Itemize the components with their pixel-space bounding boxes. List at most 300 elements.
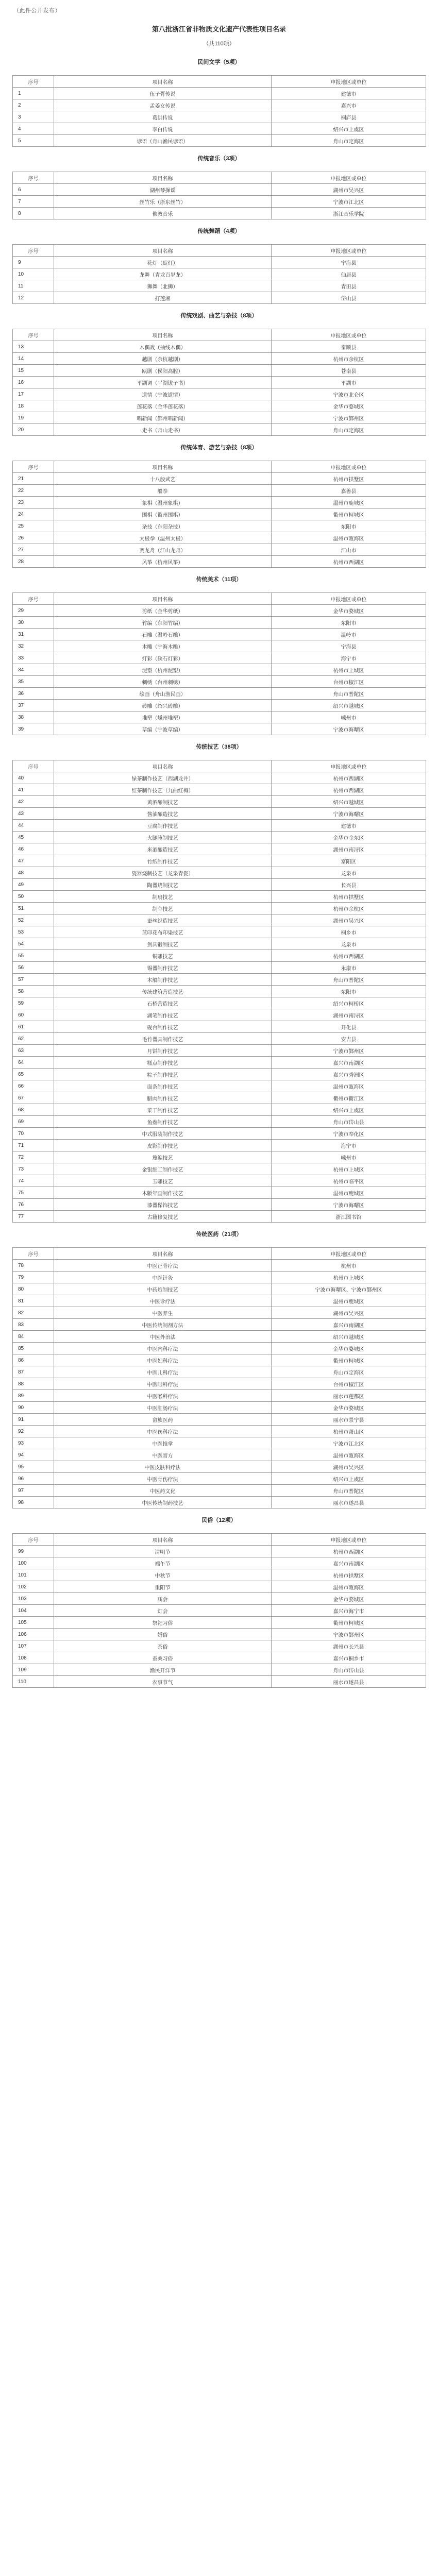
section [12, 312, 426, 436]
row-number: 86 [13, 1354, 54, 1366]
row-number: 22 [13, 485, 54, 497]
row-number: 44 [13, 820, 54, 832]
row-number: 30 [13, 617, 54, 629]
project-table [12, 329, 426, 436]
project-name: 泥塑（杭州泥塑） [54, 664, 272, 676]
declaring-area: 湖州市南浔区 [272, 1009, 426, 1021]
project-name: 中医针灸 [54, 1272, 272, 1283]
project-name: 婚俗 [54, 1629, 272, 1640]
row-number: 83 [13, 1319, 54, 1331]
table-header-row [13, 1534, 426, 1546]
project-table [12, 75, 426, 147]
declaring-area: 永康市 [272, 962, 426, 974]
project-name: 中医膏方 [54, 1449, 272, 1461]
project-name: 平湖调（平湖钹子书） [54, 377, 272, 388]
project-name: 蚕丝织造技艺 [54, 914, 272, 926]
table-header-row [13, 172, 426, 184]
project-name: 农事节气 [54, 1676, 272, 1688]
project-name: 豆腐制作技艺 [54, 820, 272, 832]
table-row [13, 1378, 426, 1390]
project-name: 漆器髹饰技艺 [54, 1199, 272, 1211]
header-area: 申报地区或单位 [272, 760, 426, 772]
section-title: 传统医药（21项） [196, 1231, 242, 1238]
declaring-area: 湖州市长兴县 [272, 1640, 426, 1652]
project-name: 鱼鲞制作技艺 [54, 1116, 272, 1128]
project-name: 畲族医药 [54, 1414, 272, 1426]
section [12, 59, 426, 147]
declaring-area: 湖州市吴兴区 [272, 184, 426, 196]
project-name: 堆塑（嵊州堆塑） [54, 711, 272, 723]
row-number: 25 [13, 520, 54, 532]
project-name: 中医内科疗法 [54, 1343, 272, 1354]
declaring-area: 宁波市海曙区 [272, 808, 426, 820]
section [12, 576, 426, 735]
row-number: 34 [13, 664, 54, 676]
row-number: 8 [13, 208, 54, 219]
declaring-area: 海宁市 [272, 1140, 426, 1151]
table-row [13, 832, 426, 843]
project-name: 茶俗 [54, 1640, 272, 1652]
table-row [13, 1128, 426, 1140]
table-row [13, 520, 426, 532]
row-number: 4 [13, 123, 54, 135]
row-number: 6 [13, 184, 54, 196]
table-row [13, 377, 426, 388]
table-row [13, 1569, 426, 1581]
declaring-area: 温州市鹿城区 [272, 1187, 426, 1199]
declaring-area: 宁波市鄞州区 [272, 1629, 426, 1640]
row-number: 47 [13, 855, 54, 867]
row-number: 78 [13, 1260, 54, 1272]
table-row [13, 532, 426, 544]
declaring-area: 台州市椒江区 [272, 676, 426, 688]
table-row [13, 1080, 426, 1092]
header-number: 序号 [13, 593, 54, 605]
declaring-area: 杭州市西湖区 [272, 784, 426, 796]
table-row [13, 629, 426, 640]
declaring-area: 仙居县 [272, 268, 426, 280]
table-row [13, 1140, 426, 1151]
table-row [13, 1426, 426, 1437]
header-area: 申报地区或单位 [272, 593, 426, 605]
project-name: 砚台制作技艺 [54, 1021, 272, 1033]
declaring-area: 嘉善县 [272, 485, 426, 497]
declaring-area: 杭州市上城区 [272, 1163, 426, 1175]
row-number: 24 [13, 509, 54, 520]
project-name: 玉雕技艺 [54, 1175, 272, 1187]
table-row [13, 509, 426, 520]
row-number: 19 [13, 412, 54, 424]
declaring-area: 湖州市南浔区 [272, 843, 426, 855]
header-number: 序号 [13, 1248, 54, 1260]
table-row [13, 796, 426, 808]
project-name: 绿茶制作技艺（西湖龙井） [54, 772, 272, 784]
table-row [13, 1104, 426, 1116]
row-number: 14 [13, 353, 54, 365]
row-number: 18 [13, 400, 54, 412]
row-number: 73 [13, 1163, 54, 1175]
row-number: 89 [13, 1390, 54, 1402]
declaring-area: 龙泉市 [272, 938, 426, 950]
project-name: 佛教音乐 [54, 208, 272, 219]
row-number: 97 [13, 1485, 54, 1497]
declaring-area: 东阳市 [272, 986, 426, 997]
row-number: 11 [13, 280, 54, 292]
declaring-area: 杭州市拱墅区 [272, 473, 426, 485]
declaring-area: 杭州市临平区 [272, 1175, 426, 1187]
row-number: 60 [13, 1009, 54, 1021]
project-name: 菜干制作技艺 [54, 1104, 272, 1116]
declaring-area: 浙江图书馆 [272, 1211, 426, 1223]
row-number: 74 [13, 1175, 54, 1187]
project-name: 瓷器烧制技艺（龙泉青瓷） [54, 867, 272, 879]
declaring-area: 温州市瓯海区 [272, 1449, 426, 1461]
row-number: 16 [13, 377, 54, 388]
section [12, 1231, 426, 1509]
table-row [13, 974, 426, 986]
document-subtitle: （共110项） [203, 41, 235, 47]
table-row [13, 1676, 426, 1688]
project-name: 中秋节 [54, 1569, 272, 1581]
row-number: 51 [13, 903, 54, 914]
row-number: 79 [13, 1272, 54, 1283]
declaring-area: 嘉兴市 [272, 99, 426, 111]
project-name: 中医眼科疗法 [54, 1378, 272, 1390]
declaring-area: 宁波市奉化区 [272, 1128, 426, 1140]
declaring-area: 舟山市普陀区 [272, 974, 426, 986]
project-name: 制扇技艺 [54, 891, 272, 903]
declaring-area: 杭州市萧山区 [272, 1426, 426, 1437]
declaring-area: 温州市瓯海区 [272, 532, 426, 544]
project-name: 灯会 [54, 1605, 272, 1617]
header-number: 序号 [13, 760, 54, 772]
project-table [12, 1247, 426, 1509]
project-name: 中医药文化 [54, 1485, 272, 1497]
project-name: 中医传统制药技艺 [54, 1497, 272, 1509]
table-row [13, 808, 426, 820]
declaring-area: 龙泉市 [272, 867, 426, 879]
table-row [13, 820, 426, 832]
declaring-area: 宁波市鄞州区 [272, 412, 426, 424]
project-name: 伍子胥传说 [54, 88, 272, 99]
row-number: 37 [13, 700, 54, 711]
row-number: 76 [13, 1199, 54, 1211]
table-row [13, 353, 426, 365]
table-row [13, 1116, 426, 1128]
project-name: 渔民开洋节 [54, 1664, 272, 1676]
project-name: 十八般武艺 [54, 473, 272, 485]
row-number: 81 [13, 1295, 54, 1307]
table-row [13, 1390, 426, 1402]
declaring-area: 丽水市莲都区 [272, 1390, 426, 1402]
declaring-area: 金华市金东区 [272, 832, 426, 843]
declaring-area: 杭州市余杭区 [272, 903, 426, 914]
declaring-area: 宁波市海曙区 [272, 723, 426, 735]
project-name: 唱新闻（鄞州唱新闻） [54, 412, 272, 424]
table-row [13, 412, 426, 424]
project-name: 石雕（温岭石雕） [54, 629, 272, 640]
section [12, 444, 426, 568]
declaring-area: 嘉兴市桐乡市 [272, 1652, 426, 1664]
table-row [13, 640, 426, 652]
declaring-area: 嵊州市 [272, 711, 426, 723]
table-row [13, 1497, 426, 1509]
project-name: 蚕桑习俗 [54, 1652, 272, 1664]
table-row [13, 497, 426, 509]
header-project-name: 项目名称 [54, 172, 272, 184]
table-header-row [13, 329, 426, 341]
table-header-row [13, 593, 426, 605]
project-name: 石桥营造技艺 [54, 997, 272, 1009]
declaring-area: 富阳区 [272, 855, 426, 867]
row-number: 102 [13, 1581, 54, 1593]
table-row [13, 1272, 426, 1283]
declaring-area: 嘉兴市秀洲区 [272, 1069, 426, 1080]
row-number: 31 [13, 629, 54, 640]
declaring-area: 金华市婺城区 [272, 605, 426, 617]
table-row [13, 1593, 426, 1605]
declaring-area: 温州市鹿城区 [272, 1295, 426, 1307]
declaring-area: 温州市瓯海区 [272, 1080, 426, 1092]
project-name: 象棋（温州象棋） [54, 497, 272, 509]
declaring-area: 绍兴市越城区 [272, 796, 426, 808]
row-number: 67 [13, 1092, 54, 1104]
row-number: 84 [13, 1331, 54, 1343]
project-table [12, 1533, 426, 1688]
row-number: 101 [13, 1569, 54, 1581]
section [12, 155, 426, 219]
declaring-area: 舟山市定海区 [272, 1366, 426, 1378]
table-row [13, 1211, 426, 1223]
row-number: 107 [13, 1640, 54, 1652]
table-row [13, 1033, 426, 1045]
project-name: 皮影制作技艺 [54, 1140, 272, 1151]
declaring-area: 杭州市上城区 [272, 1272, 426, 1283]
row-number: 53 [13, 926, 54, 938]
declaring-area: 浙江音乐学院 [272, 208, 426, 219]
table-row [13, 772, 426, 784]
row-number: 20 [13, 424, 54, 436]
row-number: 66 [13, 1080, 54, 1092]
table-row [13, 268, 426, 280]
project-name: 谚语（舟山渔民谚语） [54, 135, 272, 147]
row-number: 110 [13, 1676, 54, 1688]
table-row [13, 99, 426, 111]
sections-container [0, 59, 438, 1688]
table-row [13, 1163, 426, 1175]
table-row [13, 605, 426, 617]
project-name: 莲花落（金华莲花落） [54, 400, 272, 412]
declaring-area: 金华市婺城区 [272, 400, 426, 412]
row-number: 27 [13, 544, 54, 556]
project-name: 草编（宁波草编） [54, 723, 272, 735]
row-number: 2 [13, 99, 54, 111]
table-row [13, 926, 426, 938]
row-number: 92 [13, 1426, 54, 1437]
row-number: 46 [13, 843, 54, 855]
declaring-area: 宁波市海曙区、宁波市鄞州区 [272, 1283, 426, 1295]
table-header-row [13, 1248, 426, 1260]
declaring-area: 青田县 [272, 280, 426, 292]
row-number: 26 [13, 532, 54, 544]
table-row [13, 196, 426, 208]
declaring-area: 舟山市岱山县 [272, 1116, 426, 1128]
declaring-area: 衢州市衢江区 [272, 1092, 426, 1104]
table-row [13, 879, 426, 891]
project-name: 中医养生 [54, 1307, 272, 1319]
table-row [13, 1260, 426, 1272]
row-number: 41 [13, 784, 54, 796]
declaring-area: 宁波市鄞州区 [272, 1045, 426, 1057]
declaring-area: 金华市婺城区 [272, 1343, 426, 1354]
project-name: 传统建筑营造技艺 [54, 986, 272, 997]
row-number: 100 [13, 1557, 54, 1569]
row-number: 98 [13, 1497, 54, 1509]
declaring-area: 长兴县 [272, 879, 426, 891]
row-number: 13 [13, 341, 54, 353]
row-number: 35 [13, 676, 54, 688]
row-number: 103 [13, 1593, 54, 1605]
table-header-row [13, 461, 426, 473]
table-row [13, 1045, 426, 1057]
row-number: 96 [13, 1473, 54, 1485]
header-number: 序号 [13, 329, 54, 341]
project-name: 毛竹器具制作技艺 [54, 1033, 272, 1045]
table-row [13, 1461, 426, 1473]
project-name: 制伞技艺 [54, 903, 272, 914]
table-row [13, 111, 426, 123]
declaring-area: 杭州市拱墅区 [272, 891, 426, 903]
row-number: 64 [13, 1057, 54, 1069]
table-row [13, 1021, 426, 1033]
project-name: 龙舞（青龙百岁龙） [54, 268, 272, 280]
project-name: 铜雕技艺 [54, 950, 272, 962]
section-title: 传统体育、游艺与杂技（8项） [180, 445, 258, 451]
declaring-area: 东阳市 [272, 520, 426, 532]
declaring-area: 衢州市柯城区 [272, 509, 426, 520]
declaring-area: 杭州市西湖区 [272, 772, 426, 784]
document-title: 第八批浙江省非物质文化遗产代表性项目名录 [151, 25, 286, 33]
row-number: 90 [13, 1402, 54, 1414]
table-row [13, 664, 426, 676]
table-row [13, 388, 426, 400]
declaring-area: 嘉兴市南湖区 [272, 1557, 426, 1569]
declaring-area: 台州市椒江区 [272, 1378, 426, 1390]
project-name: 竹纸制作技艺 [54, 855, 272, 867]
row-number: 69 [13, 1116, 54, 1128]
table-row [13, 1009, 426, 1021]
table-row [13, 914, 426, 926]
header-area: 申报地区或单位 [272, 461, 426, 473]
project-name: 赛龙舟（江山龙舟） [54, 544, 272, 556]
project-name: 葛洪传说 [54, 111, 272, 123]
table-row [13, 843, 426, 855]
row-number: 49 [13, 879, 54, 891]
declaring-area: 舟山市普陀区 [272, 1485, 426, 1497]
row-number: 39 [13, 723, 54, 735]
declaring-area: 建德市 [272, 820, 426, 832]
table-row [13, 962, 426, 974]
header-area: 申报地区或单位 [272, 329, 426, 341]
declaring-area: 江山市 [272, 544, 426, 556]
table-row [13, 711, 426, 723]
declaring-area: 绍兴市上虞区 [272, 1104, 426, 1116]
table-row [13, 1295, 426, 1307]
table-row [13, 1437, 426, 1449]
row-number: 42 [13, 796, 54, 808]
row-number: 36 [13, 688, 54, 700]
declaring-area: 绍兴市柯桥区 [272, 997, 426, 1009]
header-project-name: 项目名称 [54, 76, 272, 88]
row-number: 38 [13, 711, 54, 723]
row-number: 5 [13, 135, 54, 147]
declaring-area: 宁海县 [272, 257, 426, 268]
declaring-area: 舟山市岱山县 [272, 1664, 426, 1676]
section-title: 传统戏剧、曲艺与杂技（8项） [180, 313, 258, 319]
project-name: 庙会 [54, 1593, 272, 1605]
row-number: 91 [13, 1414, 54, 1426]
project-name: 月饼制作技艺 [54, 1045, 272, 1057]
table-row [13, 950, 426, 962]
declaring-area: 湖州市吴兴区 [272, 914, 426, 926]
declaring-area: 安吉县 [272, 1033, 426, 1045]
project-table [12, 592, 426, 735]
project-name: 竹编（东阳竹编） [54, 617, 272, 629]
section-title: 传统音乐（3项） [197, 156, 241, 162]
table-row [13, 1199, 426, 1211]
table-row [13, 485, 426, 497]
project-name: 花灯（碇灯） [54, 257, 272, 268]
table-row [13, 208, 426, 219]
table-row [13, 1175, 426, 1187]
table-row [13, 1546, 426, 1557]
table-row [13, 652, 426, 664]
declaring-area: 东阳市 [272, 617, 426, 629]
project-name: 中医诊疗法 [54, 1295, 272, 1307]
section [12, 1517, 426, 1688]
project-name: 砖雕（绍兴砖雕） [54, 700, 272, 711]
table-row [13, 997, 426, 1009]
row-number: 77 [13, 1211, 54, 1223]
project-name: 锡器制作技艺 [54, 962, 272, 974]
project-name: 篾编技艺 [54, 1151, 272, 1163]
table-row [13, 938, 426, 950]
header-number: 序号 [13, 461, 54, 473]
project-name: 中医喉科疗法 [54, 1390, 272, 1402]
row-number: 57 [13, 974, 54, 986]
row-number: 54 [13, 938, 54, 950]
table-row [13, 1581, 426, 1593]
row-number: 56 [13, 962, 54, 974]
declaring-area: 绍兴市上虞区 [272, 1473, 426, 1485]
declaring-area: 舟山市普陀区 [272, 688, 426, 700]
table-row [13, 135, 426, 147]
table-row [13, 1617, 426, 1629]
table-row [13, 1319, 426, 1331]
row-number: 21 [13, 473, 54, 485]
declaring-area: 绍兴市越城区 [272, 1331, 426, 1343]
table-row [13, 891, 426, 903]
table-header-row [13, 760, 426, 772]
table-row [13, 903, 426, 914]
row-number: 9 [13, 257, 54, 268]
row-number: 109 [13, 1664, 54, 1676]
table-row [13, 1069, 426, 1080]
project-name: 中医儿科疗法 [54, 1366, 272, 1378]
declaring-area: 宁海县 [272, 640, 426, 652]
project-name: 米酒酿造技艺 [54, 843, 272, 855]
declaring-area: 海宁市 [272, 652, 426, 664]
